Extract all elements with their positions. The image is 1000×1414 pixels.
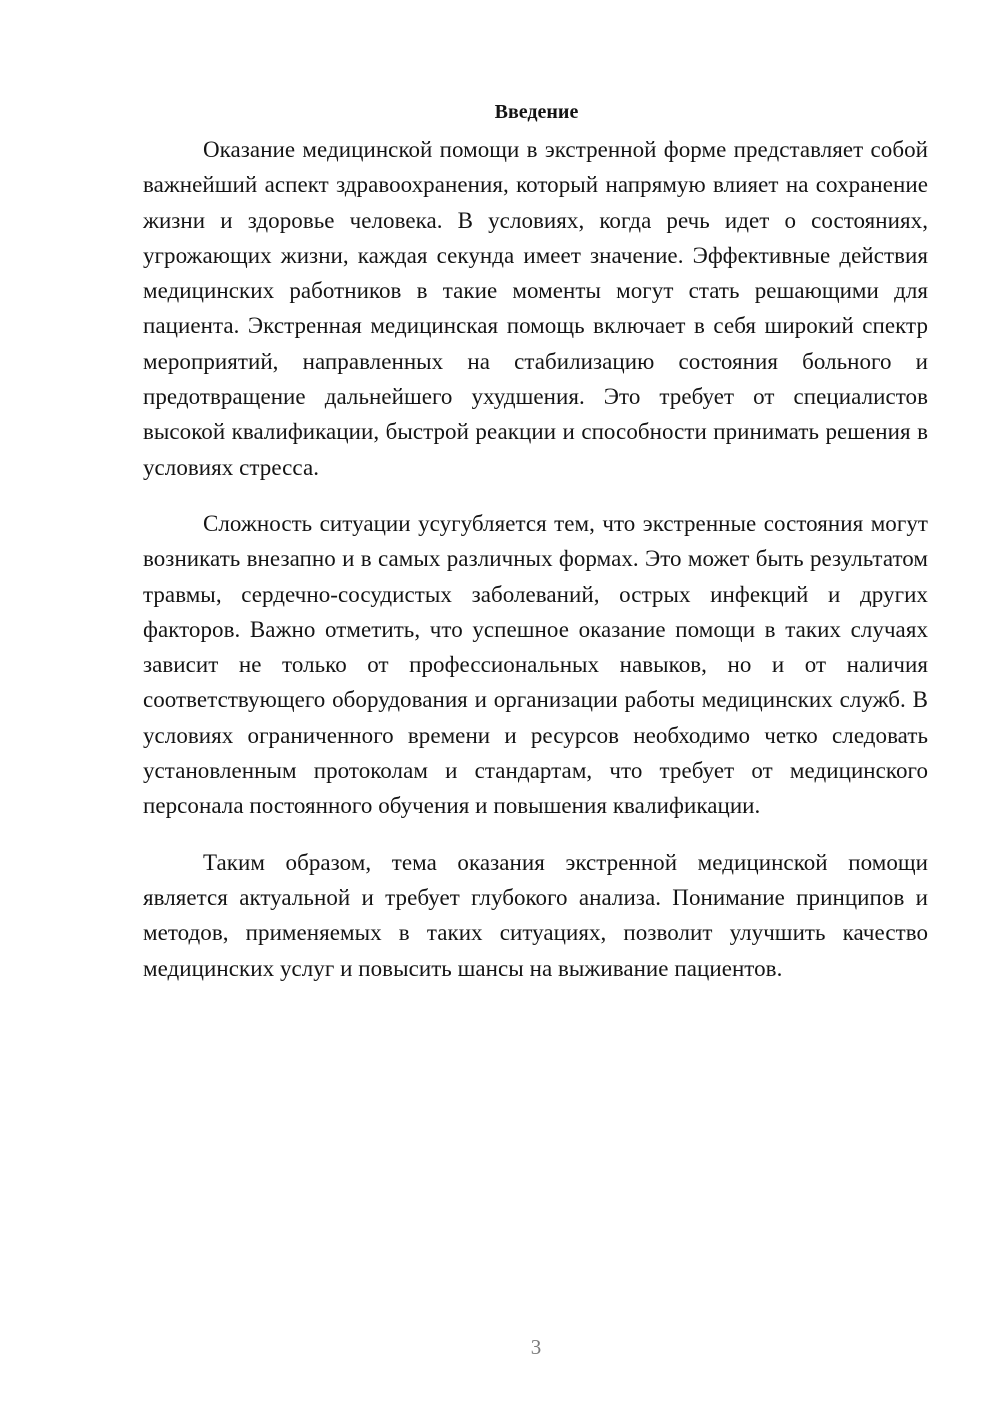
- paragraph-1: Оказание медицинской помощи в экстренной форме представляет собой важнейший аспект здравоохранения, который напрямую влияет на сохранение жизни и здоровье человека. В условиях, когда речь идет о состояниях, угрожающих жизни, каждая секунда имеет значение. Эффективные действия медицинских работников в такие моменты могут стать решающими для пациента. Экстренная медицинская помощь включает в себя широкий спектр мероприятий, направленных на стабилизацию состояния больного и предотвращение дальнейшего ухудшения. Это требует от специалистов высокой квалификации, быстрой реакции и способности принимать решения в условиях стресса.: [143, 137, 928, 480]
- paragraph-3: Таким образом, тема оказания экстренной медицинской помощи является актуальной и требует глубокого анализа. Понимание принципов и методов, применяемых в таких ситуациях, позволит улучшить качество медицинских услуг и повысить шансы на выживание пациентов.: [143, 849, 928, 981]
- section-title: Введение: [494, 101, 579, 123]
- page-number: 3: [530, 1335, 542, 1359]
- page-content: [143, 96, 928, 986]
- paragraph-2: Сложность ситуации усугубляется тем, что экстренные состояния могут возникать внезапно и в самых различных формах. Это может быть результатом травмы, сердечно-сосудистых заболеваний, острых инфекций и других факторов. Важно отметить, что успешное оказание помощи в таких случаях зависит не только от профессиональных навыков, но и от наличия соответствующего оборудования и организации работы медицинских служб. В условиях ограниченного времени и ресурсов необходимо четко следовать установленным протоколам и стандартам, что требует от медицинского персонала постоянного обучения и повышения квалификации.: [143, 510, 928, 819]
